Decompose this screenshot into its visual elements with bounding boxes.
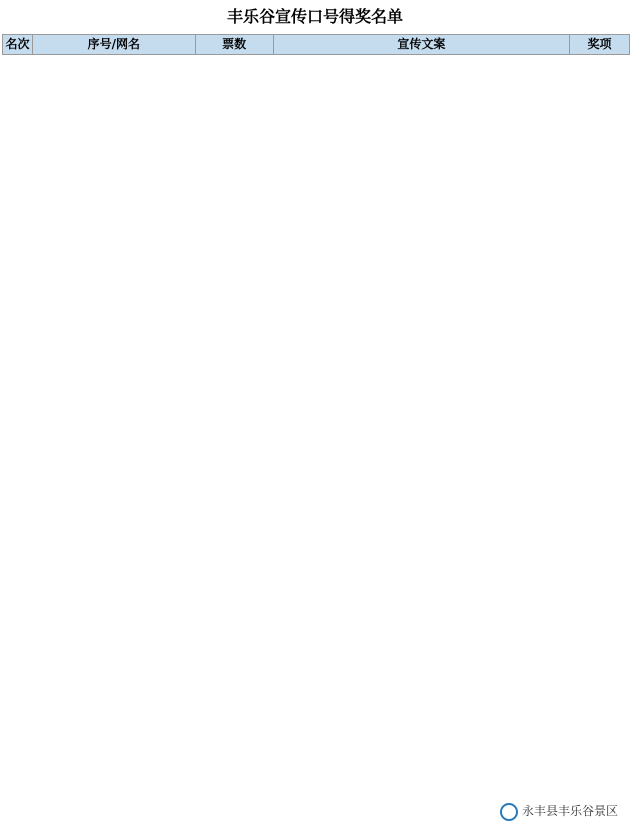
watermark bbox=[496, 798, 622, 824]
page-title: 丰乐谷宣传口号得奖名单 bbox=[226, 7, 403, 26]
wechat-channel-icon bbox=[500, 803, 518, 821]
header-row bbox=[3, 35, 630, 55]
header-name: 序号/网名 bbox=[32, 35, 195, 55]
watermark-text: 永丰县丰乐谷景区 bbox=[521, 804, 618, 818]
header-award: 奖项 bbox=[570, 35, 630, 55]
header-rank: 名次 bbox=[3, 35, 33, 55]
header-votes: 票数 bbox=[195, 35, 273, 55]
header-slogan: 宣传文案 bbox=[273, 35, 569, 55]
award-table bbox=[2, 34, 630, 55]
